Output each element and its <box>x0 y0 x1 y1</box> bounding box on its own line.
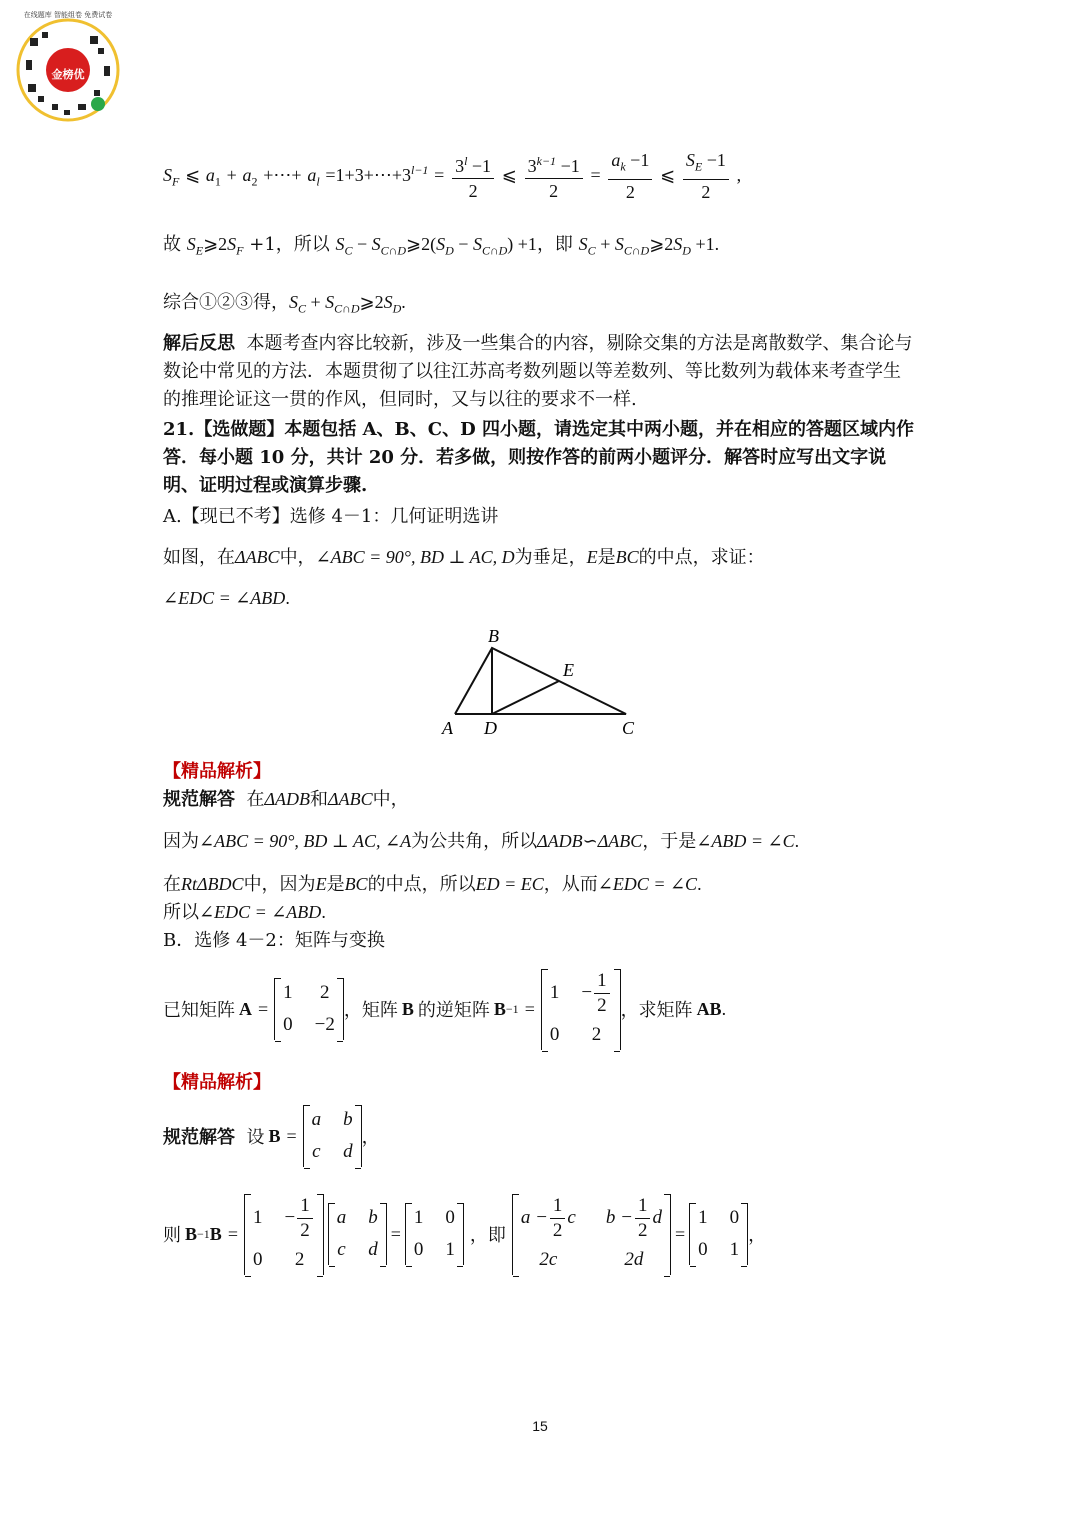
l3-sub-cd: C∩D <box>334 301 360 316</box>
sa-l1-b: 和 <box>310 789 329 810</box>
matrix-b <box>303 1105 362 1167</box>
l2-sub-cd2: C∩D <box>481 243 508 258</box>
l3-s3: S <box>383 292 393 312</box>
l3-s2: S <box>325 292 335 312</box>
sa-l3-m5: ∠EDC = ∠C <box>597 874 698 894</box>
matrix-b-2 <box>328 1203 387 1265</box>
l2-ge2: ⩾2 <box>203 234 228 254</box>
qb-matrix-a-symbol: A <box>239 998 252 1019</box>
l2-ge2b: ⩾2 <box>406 234 431 254</box>
part-a-goal <box>163 588 290 609</box>
l2-ge2c: ⩾2 <box>649 234 674 254</box>
sa-l1-m2: ΔABC <box>328 789 373 809</box>
f4-rest: −1 <box>702 150 726 170</box>
solution-b-line-2 <box>163 1192 766 1276</box>
sb-l2-end: ， <box>748 1225 767 1246</box>
sa-l1-a: 在 <box>246 789 265 810</box>
id-11: 1 <box>413 1207 424 1228</box>
mat-b-22: d <box>343 1141 353 1162</box>
l2-s8: S <box>614 234 624 254</box>
sub-1: 1 <box>214 174 221 189</box>
matrix-b-inverse-2 <box>244 1194 324 1275</box>
res-12-c: d <box>652 1207 662 1228</box>
sb-b-symbol-2: B <box>209 1223 222 1244</box>
f1-num: 3 <box>455 155 465 176</box>
l2-sub-cd3: C∩D <box>623 243 650 258</box>
sa-l3-m2: E <box>315 874 327 894</box>
id2-22: 1 <box>729 1239 740 1260</box>
matrix-a <box>274 978 344 1040</box>
qb-d: ，求矩阵 <box>620 1000 693 1021</box>
mb2-12: b <box>368 1207 378 1228</box>
qa-cond: ∠ABC = 90°, BD ⊥ AC, D <box>315 547 515 567</box>
fraction-2 <box>525 149 583 203</box>
qb-b: ，矩阵 <box>343 1000 398 1021</box>
sub-2: 2 <box>251 174 258 189</box>
sb-eq4: = <box>674 1223 686 1244</box>
sb-eq2: = <box>227 1223 238 1244</box>
sum-expr: =1+3+⋯+3 <box>325 164 411 185</box>
eq: = <box>434 164 445 185</box>
qa-pre: 如图，在 <box>163 547 235 568</box>
mat-a-22: −2 <box>314 1014 335 1035</box>
mb2-22: d <box>368 1239 378 1260</box>
id-21: 0 <box>413 1239 424 1260</box>
sa-l1-m1: ΔADB <box>264 789 311 809</box>
f4-e: E <box>694 159 703 174</box>
binv2-11: 1 <box>252 1207 263 1228</box>
mat-b-12: b <box>343 1109 353 1130</box>
res-11-a: a − <box>520 1207 548 1228</box>
inequality-line-1 <box>163 148 741 204</box>
l2-sub-cd: C∩D <box>380 243 407 258</box>
mat-b-11: a <box>311 1109 322 1130</box>
f1-rest: −1 <box>467 155 492 176</box>
res-12 <box>606 1194 662 1243</box>
qa-bc: BC <box>615 547 639 567</box>
id2-21: 0 <box>698 1239 708 1260</box>
dots: +⋯+ <box>263 164 302 185</box>
res-11-frac <box>550 1194 566 1243</box>
l2-sub-f: F <box>236 243 244 258</box>
sa-l3-b: 中，因为 <box>243 874 316 895</box>
plus: + <box>226 164 237 185</box>
l2-s3: S <box>335 234 345 254</box>
sym-a2: a <box>242 164 252 185</box>
f1-den: 2 <box>468 180 478 201</box>
l2-s2: S <box>227 234 237 254</box>
sa-l4-b: . <box>321 902 326 922</box>
sb-binv-symbol: B <box>185 1223 198 1244</box>
part-b-question <box>163 966 726 1052</box>
part-a-question <box>163 543 765 569</box>
f2-exp: k−1 <box>536 153 557 168</box>
goal-end: . <box>285 588 290 608</box>
mat-a-12: 2 <box>320 982 330 1003</box>
sb-l2-b: ，即 <box>469 1225 506 1246</box>
qa-end: 的中点，求证： <box>638 547 765 568</box>
sb-l2-a: 则 <box>163 1225 181 1246</box>
solution-a-line-1 <box>163 785 409 811</box>
sb-eq: = <box>286 1125 297 1146</box>
f4-s: S <box>685 150 695 170</box>
sa-l1-c: 中， <box>372 789 409 810</box>
sa-l2-m3: ∠ABD = ∠C <box>696 831 795 851</box>
qb-matrix-b-symbol: B <box>401 998 414 1019</box>
l2-p2: +1，所以 <box>243 234 336 255</box>
label-e: E <box>563 660 574 680</box>
triangle-abc <box>455 648 626 714</box>
l3-end: . <box>401 292 406 312</box>
inequality-line-2: 故 $S_E⩾2S_F +1$，所以 $S_C$ − $S_{C\cap D}⩾2(S_D - S_{C\cap D}) +1$，即 $S_C$ + $S_{C\cap D}⩾2S_D +1$. <box>163 234 720 258</box>
label-c: C <box>622 718 635 738</box>
le-sign-3: ⩽ <box>660 164 676 185</box>
solution-a-label: 【精品解析】 <box>163 761 271 782</box>
sa-l4-a: 所以 <box>163 902 199 923</box>
f2-den: 2 <box>549 180 559 201</box>
triangle-figure <box>430 622 650 744</box>
qa-mid3: 是 <box>597 547 616 568</box>
mb2-21: c <box>337 1239 346 1260</box>
sa-l2-m2: ΔADB∽ΔABC <box>537 831 643 851</box>
reflection-body: 本题考查内容比较新，涉及一些集合的内容，剔除交集的方法是离散数学、集合论与数论中常见的方法．本题贯彻了以往江苏高考数列题以等差数列、等比数列为载体来考查学生的推理论证这一贯的作风，但同时，又与以往的要求不一样. <box>163 333 913 410</box>
sa-l4-m: ∠EDC = ∠ABD <box>199 902 322 922</box>
l3-s1: S <box>289 292 298 312</box>
part-b-title: B．选修 4－2：矩阵与变换 <box>163 930 385 951</box>
binv-12 <box>581 969 611 1018</box>
sa-l2-a: 因为 <box>163 831 199 852</box>
question-21: 21.【选做题】本题包括 A、B、C、D 四小题，请选定其中两小题，并在相应的答题区域内作答．每小题 10 分，共计 20 分．若多做，则按作答的前两小题评分．解答时应写出文字说明、证明过程或演算步骤. <box>163 419 914 496</box>
qb-eq: = <box>258 998 269 1019</box>
f2-rest: −1 <box>556 155 580 176</box>
identity-matrix <box>405 1203 464 1265</box>
mb2-11: a <box>336 1207 347 1228</box>
qa-e: E <box>586 547 598 567</box>
sa-l3-c: 是 <box>326 874 345 895</box>
sb-label: 规范解答 <box>163 1127 235 1148</box>
fraction-1 <box>452 149 494 203</box>
logo-brand-text: 金榜优 <box>51 68 85 81</box>
logo-arc-text: 在线题库 智能组卷 免费试卷 <box>23 11 113 19</box>
binv-22: 2 <box>591 1023 602 1045</box>
res-12-n: 1 <box>635 1194 651 1219</box>
le-sign: ⩽ <box>185 164 201 185</box>
fraction-3 <box>608 148 652 204</box>
sb-eq3: = <box>390 1223 401 1244</box>
sa-l3-m3: BC <box>344 874 368 894</box>
solution-a-line-4 <box>163 898 326 924</box>
res-11-d: 2 <box>552 1219 563 1241</box>
l2-s7: S <box>578 234 588 254</box>
sb-binv-exp: −1 <box>197 1226 210 1241</box>
f4-den: 2 <box>701 181 711 202</box>
qb-binv-exp: −1 <box>505 1001 519 1016</box>
l2-pre: 故 <box>163 234 187 255</box>
segment-de <box>492 681 559 714</box>
l2-sub-c2: C <box>587 243 596 258</box>
solution-b-line-1 <box>163 1104 380 1168</box>
solution-a-line-2 <box>163 827 799 853</box>
sb-l1-end: ， <box>361 1127 380 1148</box>
binv-12-sign: − <box>581 982 593 1003</box>
sa-l3-d: 的中点，所以 <box>367 874 476 895</box>
l3-sub-d: D <box>392 301 402 316</box>
le-sign-2: ⩽ <box>501 164 517 185</box>
sa-l3-m4: ED = EC <box>475 874 544 894</box>
label-b: B <box>488 626 499 646</box>
res-12-a: b − <box>605 1207 633 1228</box>
l2-sub-d: D <box>445 243 454 258</box>
l2-s1: S <box>186 234 196 254</box>
label-d: D <box>484 718 497 738</box>
binv-21: 0 <box>549 1023 560 1045</box>
goal-expr: ∠EDC = ∠ABD <box>163 588 286 608</box>
identity-matrix-2 <box>689 1203 748 1265</box>
sa-l2-b: 为公共角，所以 <box>411 831 538 852</box>
matrix-b-inverse <box>541 969 621 1050</box>
sym-a: a <box>205 164 215 185</box>
l2-s9: S <box>673 234 683 254</box>
f3-a: a <box>611 150 621 170</box>
sa-l2-d: . <box>794 831 800 851</box>
sa-label: 规范解答 <box>163 789 235 810</box>
sa-l2-c: ，于是 <box>642 831 697 852</box>
sa-l3-m1: RtΔBDC <box>181 874 244 894</box>
binv-11: 1 <box>549 982 560 1003</box>
res-12-d: 2 <box>637 1219 648 1241</box>
binv2-21: 0 <box>252 1248 263 1270</box>
binv-12-frac <box>594 969 610 1018</box>
id-22: 1 <box>445 1239 455 1260</box>
l2-sub-c: C <box>344 243 353 258</box>
sa-l3-f: . <box>697 874 702 894</box>
binv2-12 <box>284 1194 314 1243</box>
exp-l-1: l−1 <box>411 162 429 177</box>
qb-end: . <box>721 998 727 1019</box>
eq-2: = <box>590 164 601 185</box>
res-11-c: c <box>567 1207 576 1228</box>
l2-s4: S <box>371 234 381 254</box>
l3-ge2: ⩾2 <box>359 292 384 312</box>
reflection-title: 解后反思 <box>163 333 235 354</box>
qa-tri: ΔABC <box>235 547 280 567</box>
page-number: 15 <box>532 1418 548 1434</box>
res-21: 2c <box>539 1248 558 1270</box>
sb-b-symbol: B <box>268 1125 281 1146</box>
f3-rest: −1 <box>625 150 650 170</box>
l3-sub-c: C <box>298 301 307 316</box>
mat-b-21: c <box>312 1141 321 1162</box>
sa-l2-m1: ∠ABC = 90°, BD ⊥ AC, ∠A <box>199 831 412 851</box>
res-11-n: 1 <box>550 1194 566 1219</box>
sub-f: F <box>172 174 180 189</box>
sub-l: l <box>316 174 320 189</box>
l2-end: . <box>714 234 720 254</box>
binv2-12-num: 1 <box>297 1194 313 1219</box>
l2-p3: ，即 <box>536 234 579 255</box>
l3-pre: 综合①②③得， <box>163 292 289 313</box>
qb-eq2: = <box>524 998 535 1019</box>
binv-12-num: 1 <box>594 969 610 994</box>
f1-exp: l <box>464 153 468 168</box>
qb-ab: AB <box>696 998 722 1019</box>
id2-11: 1 <box>698 1207 708 1228</box>
res-11 <box>521 1194 576 1243</box>
label-a: A <box>442 718 453 738</box>
sa-l3-e: ，从而 <box>543 874 598 895</box>
reflection-paragraph <box>163 330 918 414</box>
mat-a-11: 1 <box>283 982 293 1003</box>
sb-l1-a: 设 <box>246 1127 265 1148</box>
res-12-frac <box>635 1194 651 1243</box>
binv-12-den: 2 <box>597 994 607 1016</box>
binv2-12-frac <box>297 1194 313 1243</box>
fraction-4 <box>683 148 729 204</box>
binv2-12-sign: − <box>284 1207 296 1228</box>
solution-a-line-3 <box>163 870 702 896</box>
f3-den: 2 <box>625 181 635 202</box>
f2-num: 3 <box>527 155 537 176</box>
conclusion-line: 综合①②③得，$S_C$ + $S_{C\cap D}⩾2S_D$. <box>163 292 406 316</box>
qb-c: 的逆矩阵 <box>417 1000 490 1021</box>
binv2-12-den: 2 <box>300 1219 310 1241</box>
part-a-title: A.【现已不考】选修 4－1：几何证明选讲 <box>163 506 499 527</box>
id2-12: 0 <box>729 1207 740 1228</box>
f3-k: k <box>620 159 626 174</box>
l2-s5: S <box>436 234 446 254</box>
solution-b-label: 【精品解析】 <box>163 1072 271 1093</box>
brand-logo <box>8 8 128 128</box>
result-matrix <box>512 1194 671 1275</box>
qb-binv-symbol: B <box>493 998 506 1019</box>
l2-s6: S <box>472 234 482 254</box>
l2-sub-e: E <box>195 243 204 258</box>
qb-a: 已知矩阵 <box>163 1000 235 1021</box>
binv2-22: 2 <box>294 1248 305 1270</box>
l2-sub-d2: D <box>682 243 691 258</box>
sym-s: S <box>163 164 172 185</box>
mat-a-21: 0 <box>283 1014 293 1035</box>
sym-al: a <box>307 164 317 185</box>
sa-l3-a: 在 <box>163 874 181 895</box>
comma: , <box>736 164 742 185</box>
res-22: 2d <box>624 1248 644 1270</box>
qa-mid: 中， <box>279 547 316 568</box>
qa-mid2: 为垂足， <box>514 547 587 568</box>
id-12: 0 <box>445 1207 455 1228</box>
